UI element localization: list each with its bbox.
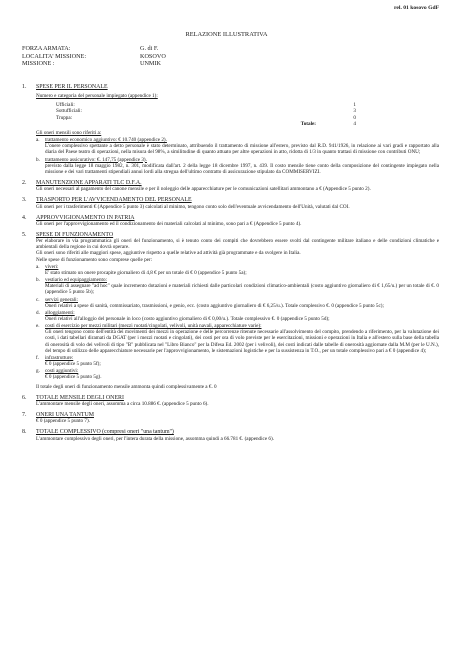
item-content bbox=[45, 297, 439, 309]
item-content bbox=[45, 277, 439, 295]
item-text: Gli oneri tengono conto dell'entità dei movimenti dei mezzi in operazione e delle percorrenze ritenute necessarie all'assolvimento del compito, prendendo a riferimento, per la valutazione dei costi, i dati tabellari diramati da DGAT (per i mezzi ruotati e cingolati), dei costi per ora di volo previste per le esercitazioni, missioni e operazioni in Italia e all'estero sulla base della tabella di onerosità di volo dei velivoli di tipo "B" pubblicata nel "Libro Bianco" per la Difesa Ed. 2002 (per i velivoli), dei costi indicati dalle tabelle di onerosità aggiornate dalla M.M (per le U.N.), del tempo di utilizzo delle apparecchiature necessarie per l'approvvigionamento, le sistemazioni logistiche e per la sussistenza in T.O., per un totale complessivo pari a € 0 (appendice 4); bbox=[45, 329, 439, 354]
item-text: € 0 (appendice 5 punto 5g). bbox=[45, 374, 102, 381]
section-5 bbox=[22, 232, 439, 390]
item-content bbox=[45, 310, 439, 322]
section-number: 3. bbox=[22, 197, 27, 204]
section-number: 1. bbox=[22, 84, 27, 90]
header-key: MISSIONE : bbox=[22, 60, 55, 68]
item-marker: e. bbox=[36, 323, 40, 330]
section-number: 5. bbox=[22, 231, 27, 238]
item-content bbox=[45, 323, 439, 354]
section-number: 6. bbox=[22, 394, 27, 401]
staff-label: Sottufficiali: bbox=[56, 108, 82, 115]
section-text: Gli oneri per l'approvvigionamento ed il condizionamento dei materiali calcolati al minimo, sono pari a € (Appendice 5 punto 4). bbox=[36, 220, 302, 227]
item-text: € 0 (appendice 5 punto 5f); bbox=[45, 361, 101, 368]
section-heading bbox=[22, 84, 439, 90]
staff-total-row bbox=[56, 121, 356, 127]
item-content bbox=[45, 355, 439, 367]
staff-value: 3 bbox=[353, 108, 356, 115]
section-text: Nelle spese di funzionamento sono comprese quelle per: bbox=[36, 256, 153, 263]
item-text: E' stato stimato un onere procapite giornaliero di 4,8 € per un totale di € 0 (appendice 5 punto 5a); bbox=[45, 269, 247, 276]
staff-spacer bbox=[56, 121, 166, 127]
section-text: Gli oneri necessari al pagamento del canone mensile e per il noleggio delle apparecchiature per le comunicazioni satellitari ammontano a € (Appendice 5 punto 2). bbox=[36, 186, 371, 193]
section-text: L'ammontare complessivo degli oneri, per l'intera durata della missione, assomma quindi a 66.781 €. (appendice 6). bbox=[36, 435, 274, 442]
list-item bbox=[36, 323, 439, 354]
item-heading: costi di esercizio per mezzi militari (mezzi ruotati/cingolati, velivoli, unità navali, apparecchiature varie): bbox=[45, 323, 262, 330]
item-text: previsto dalla legge 18 maggio 1982, n. 301, modificata dall'art. 2 della legge 18 dicembre 1997, n. 439. Il costo mensile tiene conto della composizione del contingente impiegato nella missione e dei vari trattamenti stipendiali annui lordi alla stregua dell'ultimo contratto di assicurazione stipulato da COMMISERVIZI. bbox=[45, 162, 439, 175]
section-text: Gli oneri sono riferiti alle maggiori spese, aggiuntive rispetto a quelle relative ad attività già programmate e da svolgere in Italia. bbox=[36, 250, 301, 257]
item-heading: alloggiamenti: bbox=[45, 309, 75, 316]
item-text: L'onere complessivo spettante a detto personale è stato determinato, attribuendo il trattamento di missione all'estero, previsto dal R.D. 941/1926, in relazione ai vari gradi e rapportato alla diaria del Paese teatro di operazioni, nella misura del 98%, a similitudine di quanto attuato per altre operazioni in atto, ridotta di 1/3 in quanto trattasi di missione con contributi ONU; bbox=[45, 143, 439, 156]
item-heading: trattamento assicurativo: €. 147,75 (appendice 3). bbox=[45, 156, 147, 163]
item-heading: servizi generali: bbox=[45, 296, 78, 303]
staff-label: Truppa: bbox=[56, 114, 73, 121]
oneri-intro: Gli oneri mensili sono riferiti a: bbox=[36, 129, 102, 136]
section-title: SPESE PER IL PERSONALE bbox=[36, 84, 108, 90]
section-number: 4. bbox=[22, 214, 27, 221]
item-marker: c. bbox=[36, 296, 40, 303]
oneri-list bbox=[36, 137, 439, 175]
list-item bbox=[36, 355, 439, 367]
section-6 bbox=[22, 395, 439, 407]
section-content bbox=[22, 238, 439, 390]
section-title: APPROVVIGIONAMENTO IN PATRIA bbox=[36, 214, 135, 221]
item-text: Oneri relativi all'alloggio del personale in loco (costo aggiuntivo giornaliero di € 0,00/u.). Totale complessivo €. 0 (appendice 5 punto 5d); bbox=[45, 316, 330, 322]
section-7 bbox=[22, 412, 439, 424]
staff-intro: Numero e categoria del personale impiegato (appendice 1): bbox=[36, 93, 158, 100]
item-content bbox=[45, 368, 439, 380]
section-title: TOTALE MENSILE DEGLI ONERI bbox=[36, 394, 124, 401]
section-text: L'ammontare mensile degli oneri, assomma a circa 10.886 €. (appendice 5 punto 6). bbox=[36, 400, 209, 407]
item-marker: a. bbox=[36, 137, 40, 144]
item-content bbox=[45, 137, 439, 155]
header-value: KOSOVO bbox=[140, 52, 166, 60]
section-number: 7. bbox=[22, 412, 27, 419]
item-heading: trattamento economico aggiuntivo: € 10.740 (appendice 2). bbox=[45, 137, 167, 144]
document-reference: rel. 01 kosovo GdF bbox=[394, 5, 439, 11]
section-number: 8. bbox=[22, 429, 27, 436]
funzionamento-total: Il totale degli oneri di funzionamento mensile ammonta quindi complessivamente a €. 0 bbox=[36, 383, 217, 390]
staff-label: Ufficiali: bbox=[56, 102, 75, 109]
item-marker: a. bbox=[36, 263, 40, 270]
section-1 bbox=[22, 84, 439, 175]
section-content bbox=[22, 93, 439, 175]
item-content bbox=[45, 264, 439, 276]
header-row-localita bbox=[22, 53, 166, 61]
section-3 bbox=[22, 197, 439, 209]
header-value: G. di F. bbox=[140, 45, 159, 52]
section-text: Per elaborare in via programmatica gli oneri del funzionamento, si è tenuto conto dei compiti che dovrebbero essere svolti dal contingente militare italiano e delle condizioni climatiche e ambientali della regione in cui dovrà operare. bbox=[36, 238, 439, 251]
staff-total-label: Totale: bbox=[300, 120, 316, 127]
section-title: TRASPORTO PER L'AVVICENDAMENTO DEL PERSONALE bbox=[36, 197, 192, 204]
list-item bbox=[36, 310, 439, 322]
section-title: TOTALE COMPLESSIVO (compresi oneri "una tantum") bbox=[36, 429, 174, 436]
section-2 bbox=[22, 180, 439, 192]
item-heading: costi aggiuntivi: bbox=[45, 368, 79, 375]
header-value: UNMIK bbox=[140, 60, 161, 68]
document-body bbox=[22, 84, 439, 442]
item-marker: b. bbox=[36, 156, 40, 163]
staff-total-value: 4 bbox=[353, 120, 356, 127]
staff-table bbox=[56, 102, 356, 127]
section-number: 2. bbox=[22, 180, 27, 187]
funzionamento-list bbox=[36, 264, 439, 381]
section-title: ONERI UNA TANTUM bbox=[36, 412, 94, 419]
header-row-forza-armata bbox=[22, 45, 166, 53]
staff-value: 1 bbox=[353, 102, 356, 109]
section-8 bbox=[22, 429, 439, 441]
item-text: Materiali di assegnare "ad hoc" quale incremento dotazioni e materiali richiesti dalle particolari condizioni climatico-ambientali (costo aggiuntivo giornaliero di € 1,65/u.) per un totale di €. 0 (appendice 5 punto 5b); bbox=[45, 283, 439, 296]
item-marker: b. bbox=[36, 277, 40, 284]
list-item bbox=[36, 137, 439, 155]
document-title: RELAZIONE ILLUSTRATIVA bbox=[185, 31, 268, 38]
staff-value: 0 bbox=[353, 114, 356, 121]
item-heading: vestiario ed equipaggiamento: bbox=[45, 277, 107, 284]
list-item bbox=[36, 297, 439, 309]
section-4 bbox=[22, 215, 439, 227]
list-item bbox=[36, 157, 439, 175]
item-text: Oneri relativi a spese di sanità, commissariato, trasmissioni, e genio, ecc. (costo aggiuntivo giornaliero di € 6,25/u.). Totale complessivo €. 0 (appendice 5 punto 5c); bbox=[45, 302, 384, 309]
list-item bbox=[36, 277, 439, 295]
section-text: € 0 (appendice 5 punto 7). bbox=[36, 418, 90, 425]
header-key: LOCALITA' MISSIONE: bbox=[22, 52, 87, 60]
item-heading: infrastrutture: bbox=[45, 354, 74, 361]
list-item bbox=[36, 264, 439, 276]
item-marker: f. bbox=[36, 354, 39, 361]
item-heading: viveri: bbox=[45, 263, 59, 270]
header-key: FORZA ARMATA: bbox=[22, 45, 71, 52]
header-row-missione bbox=[22, 60, 166, 68]
mission-header bbox=[22, 45, 166, 68]
item-marker: g. bbox=[36, 368, 40, 375]
section-text: Gli oneri per i trasferimenti € (Appendice 5 punto 3) calcolati al minimo, tengono conto solo dell'eventuale avvicendamento dell'Unità, valutati dal COI. bbox=[36, 203, 350, 210]
section-title: MANUTENZIONE APPARATI TLC D.F.A. bbox=[36, 180, 142, 187]
item-content bbox=[45, 157, 439, 175]
list-item bbox=[36, 368, 439, 380]
section-title: SPESE DI FUNZIONAMENTO bbox=[36, 231, 114, 238]
item-marker: d. bbox=[36, 309, 40, 316]
